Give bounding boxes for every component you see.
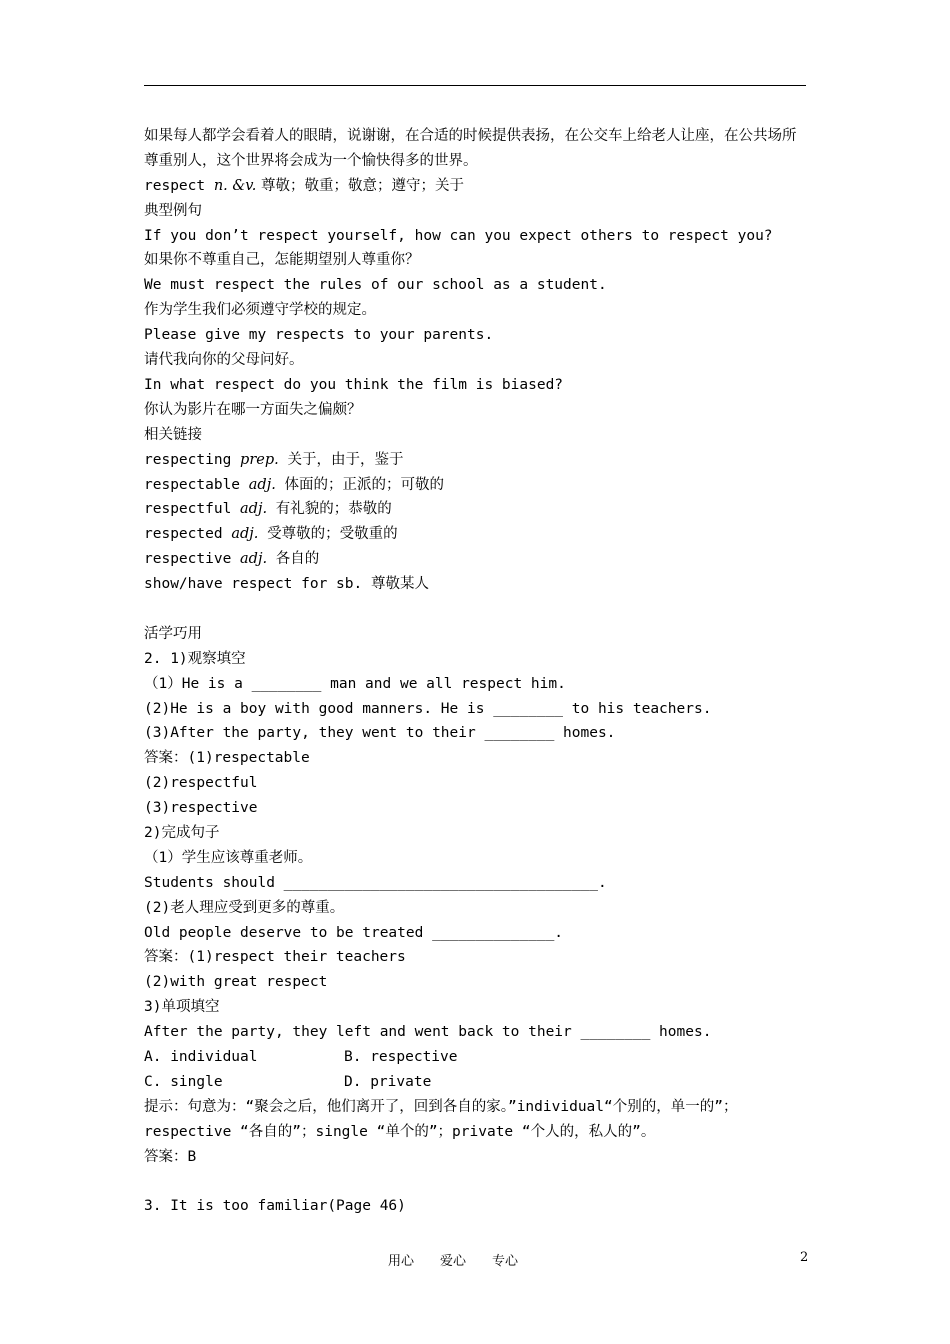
example-en-2: We must respect the rules of our school as a student. — [144, 277, 607, 294]
choice-question: After the party, they left and went back to their ________ homes. — [144, 1024, 712, 1041]
page-number: 2 — [800, 1250, 809, 1265]
intro-paragraph: 如果每人都学会看着人的眼睛，说谢谢，在合适的时候提供表扬，在公交车上给老人让座，在公共场所尊重别人，这个世界将会成为一个愉快得多的世界。 — [144, 128, 797, 169]
document-body — [144, 124, 808, 1219]
example-en-3: Please give my respects to your parents. — [144, 327, 494, 344]
example-en-4: In what respect do you think the film is biased? — [144, 376, 564, 393]
answer-line: 答案：B — [144, 1148, 197, 1165]
spacer — [144, 597, 808, 622]
example-zh-1: 如果你不尊重自己，怎能期望别人尊重你？ — [144, 252, 420, 269]
fill-item-1: （1）He is a ________ man and we all respect him. — [144, 675, 566, 692]
practice-heading: 活学巧用 — [144, 625, 202, 642]
choice-heading: 3)单项填空 — [144, 999, 220, 1016]
option-c: C. single — [144, 1073, 223, 1090]
example-zh-3: 请代我向你的父母问好。 — [144, 352, 304, 369]
entry-line — [144, 174, 808, 199]
fill-answer-3: (3)respective — [144, 800, 258, 817]
phrase-line: show/have respect for sb. 尊敬某人 — [144, 576, 429, 593]
fill-item-2: (2)He is a boy with good manners. He is ________ to his teachers. — [144, 700, 712, 717]
header-rule — [144, 85, 806, 86]
complete-item-1-en: Students should ____________________________________. — [144, 874, 607, 891]
options-row-2 — [144, 1070, 808, 1095]
complete-heading: 2)完成句子 — [144, 824, 220, 841]
spacer — [144, 1169, 808, 1194]
link-line: respective adj. 各自的 — [144, 551, 320, 568]
entry-word: respect — [144, 177, 214, 194]
example-zh-2: 作为学生我们必须遵守学校的规定。 — [144, 302, 376, 319]
complete-item-2-zh: (2)老人理应受到更多的尊重。 — [144, 899, 345, 916]
option-a: A. individual — [144, 1048, 258, 1065]
complete-answer-2: (2)with great respect — [144, 974, 328, 991]
options-row-1 — [144, 1045, 808, 1070]
fill-item-3: (3)After the party, they went to their ________ homes. — [144, 725, 616, 742]
link-line: respectable adj. 体面的；正派的；可敬的 — [144, 476, 445, 493]
link-line: respected adj. 受尊敬的；受敬重的 — [144, 526, 398, 543]
link-line: respecting prep. 关于，由于，鉴于 — [144, 451, 404, 468]
page-footer — [0, 1250, 950, 1270]
link-line: respectful adj. 有礼貌的；恭敬的 — [144, 501, 392, 518]
q2-heading: 2. 1)观察填空 — [144, 650, 246, 667]
example-en-1: If you don’t respect yourself, how can you expect others to respect you? — [144, 227, 773, 244]
next-section-heading: 3. It is too familiar(Page 46) — [144, 1198, 406, 1215]
example-zh-4: 你认为影片在哪一方面失之偏颇？ — [144, 401, 362, 418]
footer-motto: 用心 爱心 专心 — [388, 1254, 519, 1269]
complete-answer-1: 答案：(1)respect their teachers — [144, 949, 406, 966]
links-heading: 相关链接 — [144, 426, 202, 443]
examples-heading: 典型例句 — [144, 202, 202, 219]
option-b: B. respective — [344, 1048, 458, 1065]
hint-paragraph: 提示：句意为：“聚会之后，他们离开了，回到各自的家。”individual“个别的，单一的”；respective “各自的”；single “单个的”；private “个人的，私人的”。 — [144, 1098, 738, 1140]
option-d: D. private — [344, 1073, 432, 1090]
entry-pos: n. &v. — [213, 177, 261, 194]
fill-answer-2: (2)respectful — [144, 775, 258, 792]
complete-item-2-en: Old people deserve to be treated ______________. — [144, 924, 564, 941]
complete-item-1-zh: （1）学生应该尊重老师。 — [144, 849, 313, 866]
fill-answer-1: 答案：(1)respectable — [144, 750, 310, 767]
entry-meaning: 尊敬；敬重；敬意；遵守；关于 — [261, 177, 464, 194]
